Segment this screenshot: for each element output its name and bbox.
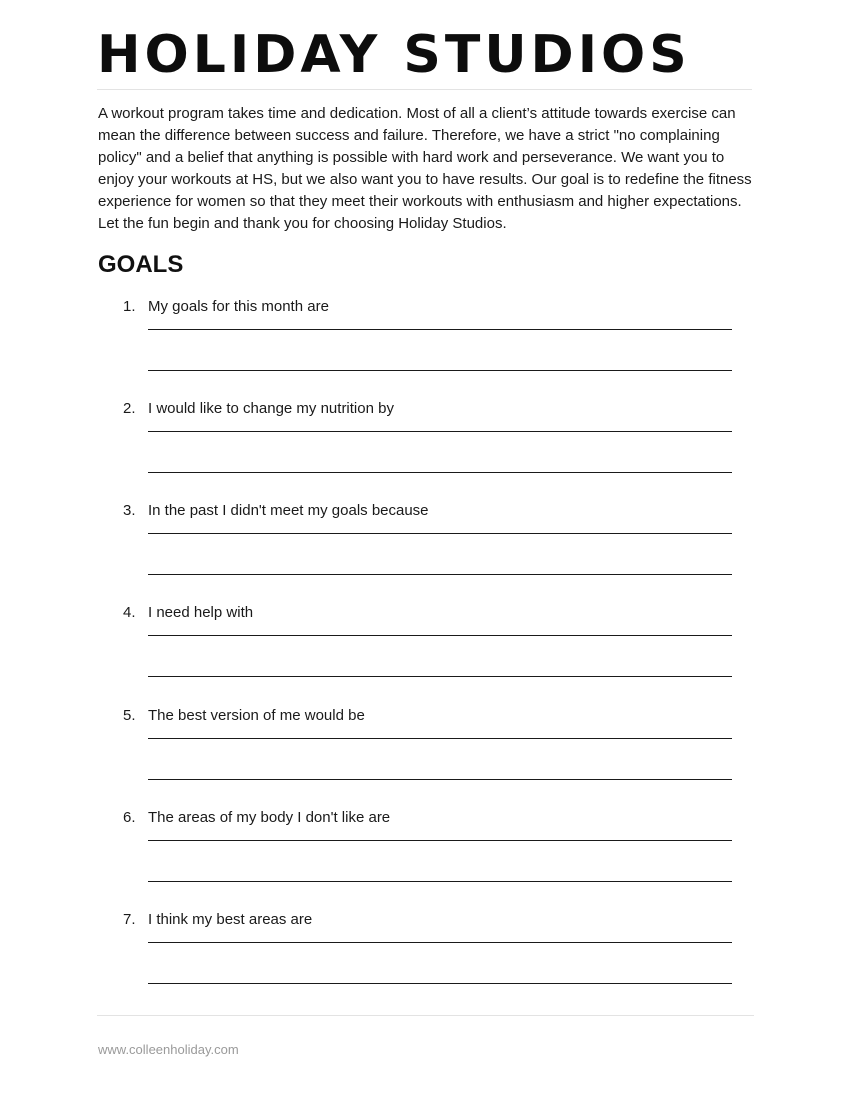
answer-line[interactable] (148, 370, 732, 371)
answer-line[interactable] (148, 840, 732, 841)
answer-line[interactable] (148, 942, 732, 943)
goal-prompt: The areas of my body I don't like are (148, 809, 391, 826)
answer-line[interactable] (148, 329, 732, 330)
answer-line[interactable] (148, 738, 732, 739)
goals-heading: GOALS (98, 251, 184, 278)
goal-item-3 (0, 501, 850, 603)
goal-number: 4. (123, 604, 136, 621)
goal-prompt: I think my best areas are (148, 911, 313, 928)
intro-paragraph: A workout program takes time and dedication. Most of all a client’s attitude towards exercise can mean the difference between success and failure. Therefore, we have a strict "no complaining policy" and a belief that anything is possible with hard work and perseverance. We want you to enjoy your workouts at HS, but we also want you to have results. Our goal is to redefine the fitness experience for women so that they meet their workouts with enthusiasm and higher expectations. Let the fun begin and thank you for choosing Holiday Studios. (98, 105, 752, 232)
goal-prompt: The best version of me would be (148, 707, 365, 724)
answer-line[interactable] (148, 676, 732, 677)
goal-item-4 (0, 603, 850, 705)
answer-line[interactable] (148, 881, 732, 882)
goal-item-2 (0, 399, 850, 501)
goal-number: 5. (123, 707, 136, 724)
answer-line[interactable] (148, 431, 732, 432)
goal-item-1 (0, 297, 850, 399)
goal-number: 1. (123, 298, 136, 315)
answer-line[interactable] (148, 635, 732, 636)
goal-number: 3. (123, 502, 136, 519)
brand-title: HOLIDAY STUDIOS (97, 25, 691, 85)
goal-item-6 (0, 808, 850, 910)
goal-item-5 (0, 706, 850, 808)
footer-divider (97, 1015, 754, 1016)
goal-number: 2. (123, 400, 136, 417)
goal-number: 7. (123, 911, 136, 928)
title-divider (97, 89, 752, 90)
goal-prompt: I need help with (148, 604, 254, 621)
answer-line[interactable] (148, 779, 732, 780)
goal-item-7 (0, 910, 850, 1012)
answer-line[interactable] (148, 472, 732, 473)
goal-prompt: In the past I didn't meet my goals because (148, 502, 429, 519)
answer-line[interactable] (148, 574, 732, 575)
goal-number: 6. (123, 809, 136, 826)
goal-prompt: I would like to change my nutrition by (148, 400, 394, 417)
footer-website-url: www.colleenholiday.com (98, 1042, 239, 1057)
goal-prompt: My goals for this month are (148, 298, 329, 315)
answer-line[interactable] (148, 983, 732, 984)
answer-line[interactable] (148, 533, 732, 534)
